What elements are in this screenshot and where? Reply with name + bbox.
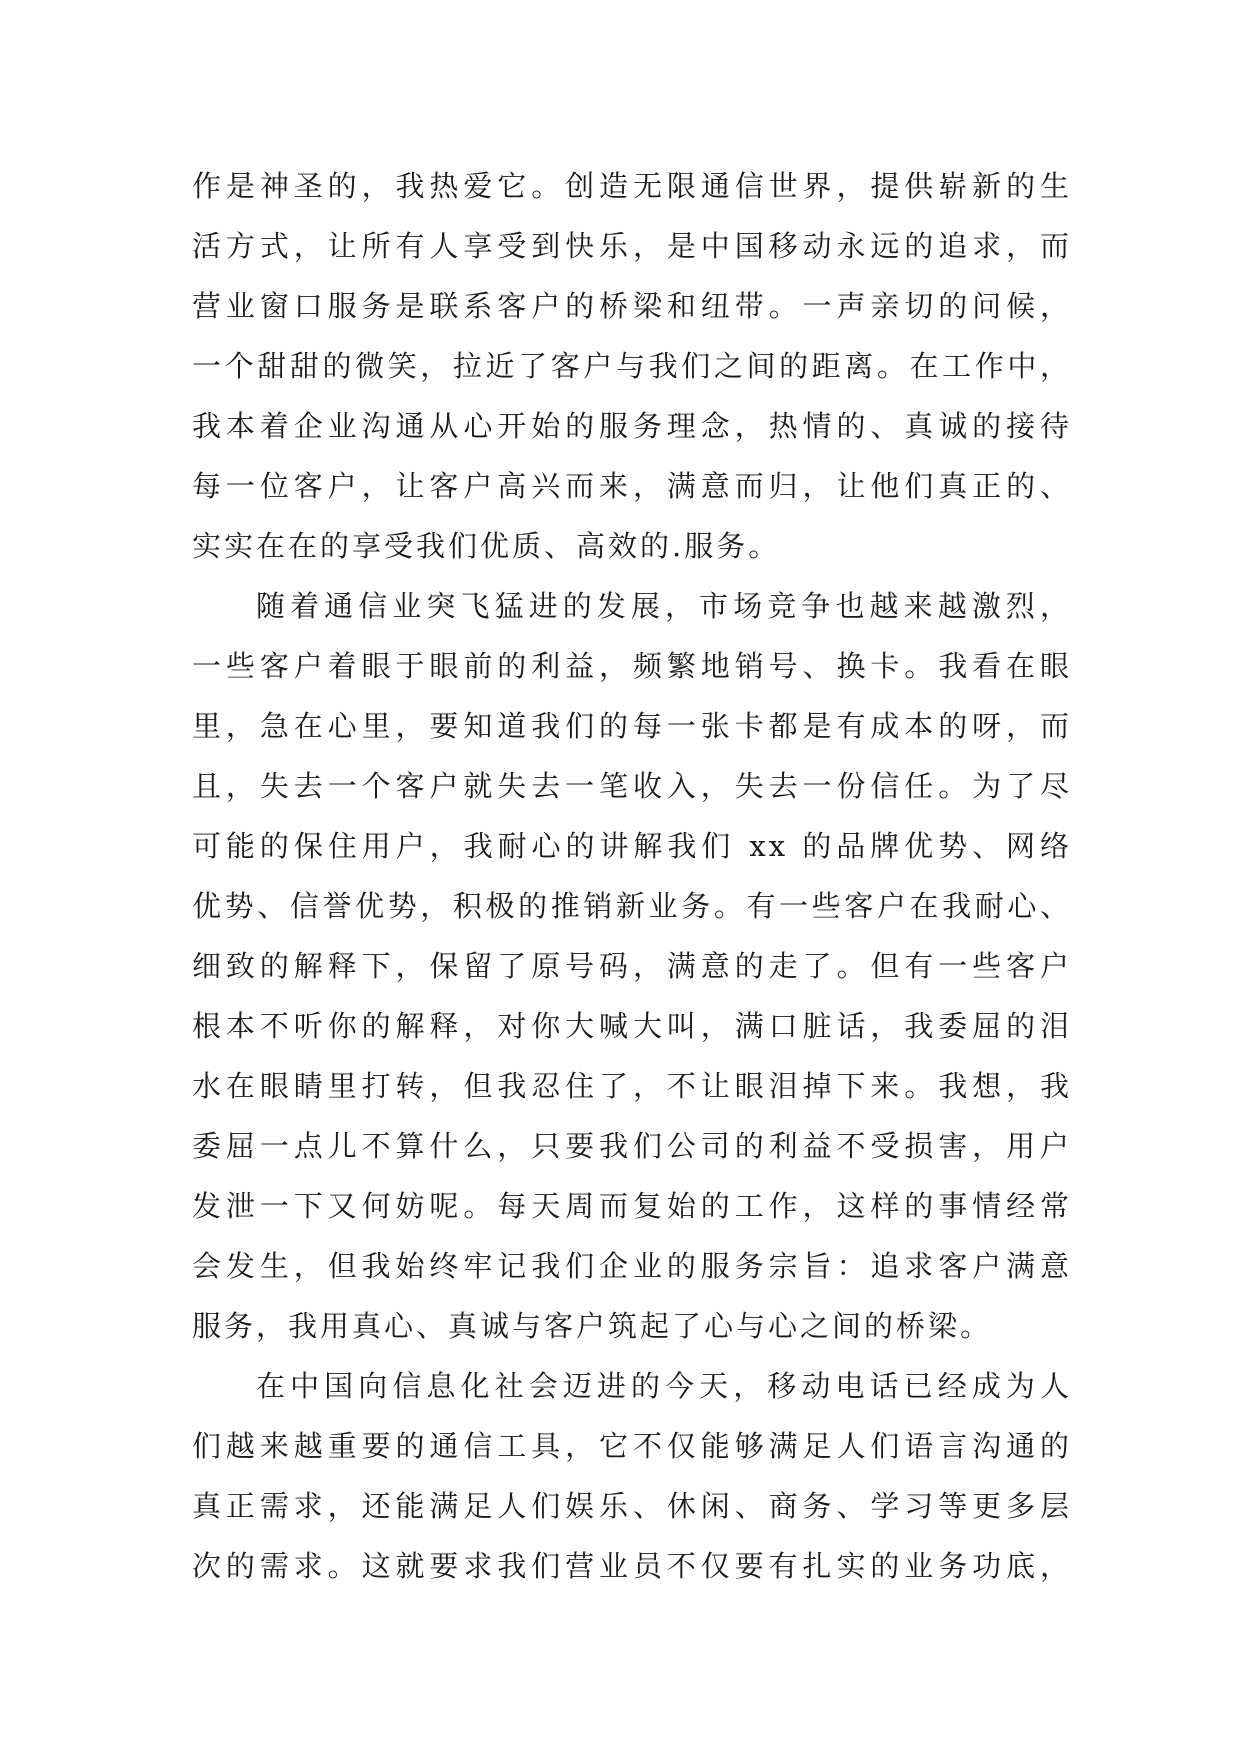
- text-line: 每一位客户，让客户高兴而来，满意而归，让他们真正的、: [192, 469, 1072, 503]
- text-line: 在中国向信息化社会迈进的今天，移动电话已经成为人: [256, 1369, 1072, 1403]
- text-line: 细致的解释下，保留了原号码，满意的走了。但有一些客户: [192, 949, 1072, 983]
- text-line: 可能的保住用户，我耐心的讲解我们 xx 的品牌优势、网络: [192, 829, 1072, 863]
- text-line: 里，急在心里，要知道我们的每一张卡都是有成本的呀，而: [192, 709, 1072, 743]
- text-line: 服务，我用真心、真诚与客户筑起了心与心之间的桥梁。: [192, 1309, 993, 1343]
- text-line: 委屈一点儿不算什么，只要我们公司的利益不受损害，用户: [192, 1129, 1072, 1163]
- text-line: 优势、信誉优势，积极的推销新业务。有一些客户在我耐心、: [192, 889, 1072, 923]
- text-line: 且，失去一个客户就失去一笔收入，失去一份信任。为了尽: [192, 769, 1072, 803]
- text-line: 作是神圣的，我热爱它。创造无限通信世界，提供崭新的生: [192, 169, 1072, 203]
- text-line: 我本着企业沟通从心开始的服务理念，热情的、真诚的接待: [192, 409, 1072, 443]
- paragraph-3: [192, 1356, 1072, 1596]
- text-line: 一些客户着眼于眼前的利益，频繁地销号、换卡。我看在眼: [192, 649, 1072, 683]
- paragraph-2: [192, 576, 1072, 1356]
- text-line: 活方式，让所有人享受到快乐，是中国移动永远的追求，而: [192, 229, 1072, 263]
- text-line: 真正需求，还能满足人们娱乐、休闲、商务、学习等更多层: [192, 1489, 1072, 1523]
- text-line: 随着通信业突飞猛进的发展，市场竞争也越来越激烈，: [256, 589, 1072, 623]
- text-line: 们越来越重要的通信工具，它不仅能够满足人们语言沟通的: [192, 1429, 1072, 1463]
- text-line: 发泄一下又何妨呢。每天周而复始的工作，这样的事情经常: [192, 1189, 1072, 1223]
- document-body: [192, 156, 1072, 1596]
- paragraph-1: [192, 156, 1072, 576]
- text-line: 会发生，但我始终牢记我们企业的服务宗旨：追求客户满意: [192, 1249, 1072, 1283]
- text-line: 水在眼睛里打转，但我忍住了，不让眼泪掉下来。我想，我: [192, 1069, 1072, 1103]
- text-line: 根本不听你的解释，对你大喊大叫，满口脏话，我委屈的泪: [192, 1009, 1072, 1043]
- text-line: 实实在在的享受我们优质、高效的.服务。: [192, 529, 781, 563]
- text-line: 营业窗口服务是联系客户的桥梁和纽带。一声亲切的问候，: [192, 289, 1072, 323]
- text-line: 一个甜甜的微笑，拉近了客户与我们之间的距离。在工作中，: [192, 349, 1072, 383]
- text-line: 次的需求。这就要求我们营业员不仅要有扎实的业务功底，: [192, 1549, 1072, 1583]
